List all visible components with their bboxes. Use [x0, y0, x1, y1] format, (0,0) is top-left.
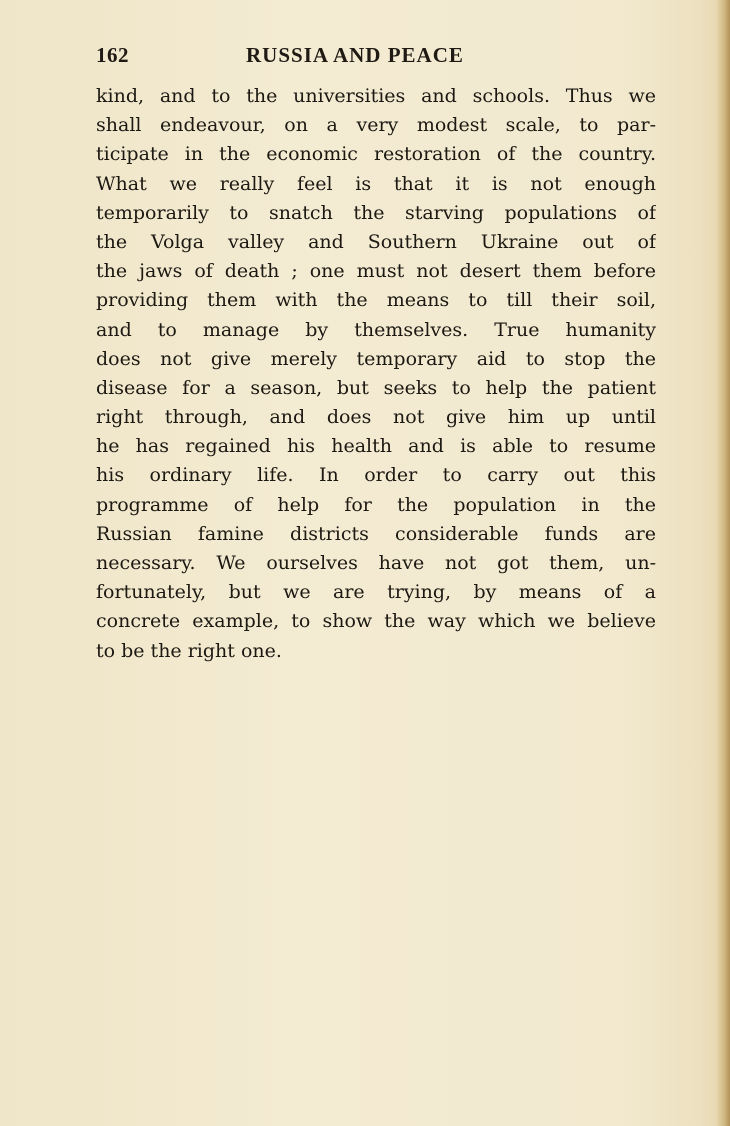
text-line: to be the right one. — [96, 639, 282, 662]
text-line: does not give merely temporary aid to stop the — [96, 347, 656, 370]
page-number: 162 — [96, 43, 129, 67]
text-line: right through, and does not give him up until — [96, 406, 656, 429]
text-line: shall endeavour, on a very modest scale, to par- — [96, 114, 656, 137]
text-line: the Volga valley and Southern Ukraine out of — [96, 230, 656, 253]
text-line: kind, and to the universities and schools. Thus we — [96, 85, 656, 107]
text-line: the jaws of death ; one must not desert them before — [96, 260, 656, 283]
text-line: his ordinary life. In order to carry out this — [96, 464, 656, 487]
text-line: temporarily to snatch the starving populations of — [96, 201, 656, 224]
text-line: disease for a season, but seeks to help the patient — [96, 376, 656, 399]
page-header — [96, 43, 656, 73]
text-line: necessary. We ourselves have not got them, un- — [96, 552, 656, 574]
text-line: providing them with the means to till their soil, — [96, 289, 656, 312]
text-line: Russian famine districts considerable funds are — [96, 522, 656, 545]
text-line: What we really feel is that it is not enough — [96, 172, 656, 195]
text-line: ticipate in the economic restoration of the country. — [96, 143, 656, 166]
running-title: RUSSIA AND PEACE — [246, 43, 464, 67]
text-line: programme of help for the population in the — [96, 493, 656, 516]
body-text — [96, 82, 656, 666]
page-edge-shadow — [716, 0, 730, 1126]
text-line: and to manage by themselves. True humanity — [96, 318, 656, 341]
text-line: fortunately, but we are trying, by means of a — [96, 581, 656, 604]
text-line: he has regained his health and is able to resume — [96, 435, 656, 458]
text-line: concrete example, to show the way which we believe — [96, 610, 656, 633]
